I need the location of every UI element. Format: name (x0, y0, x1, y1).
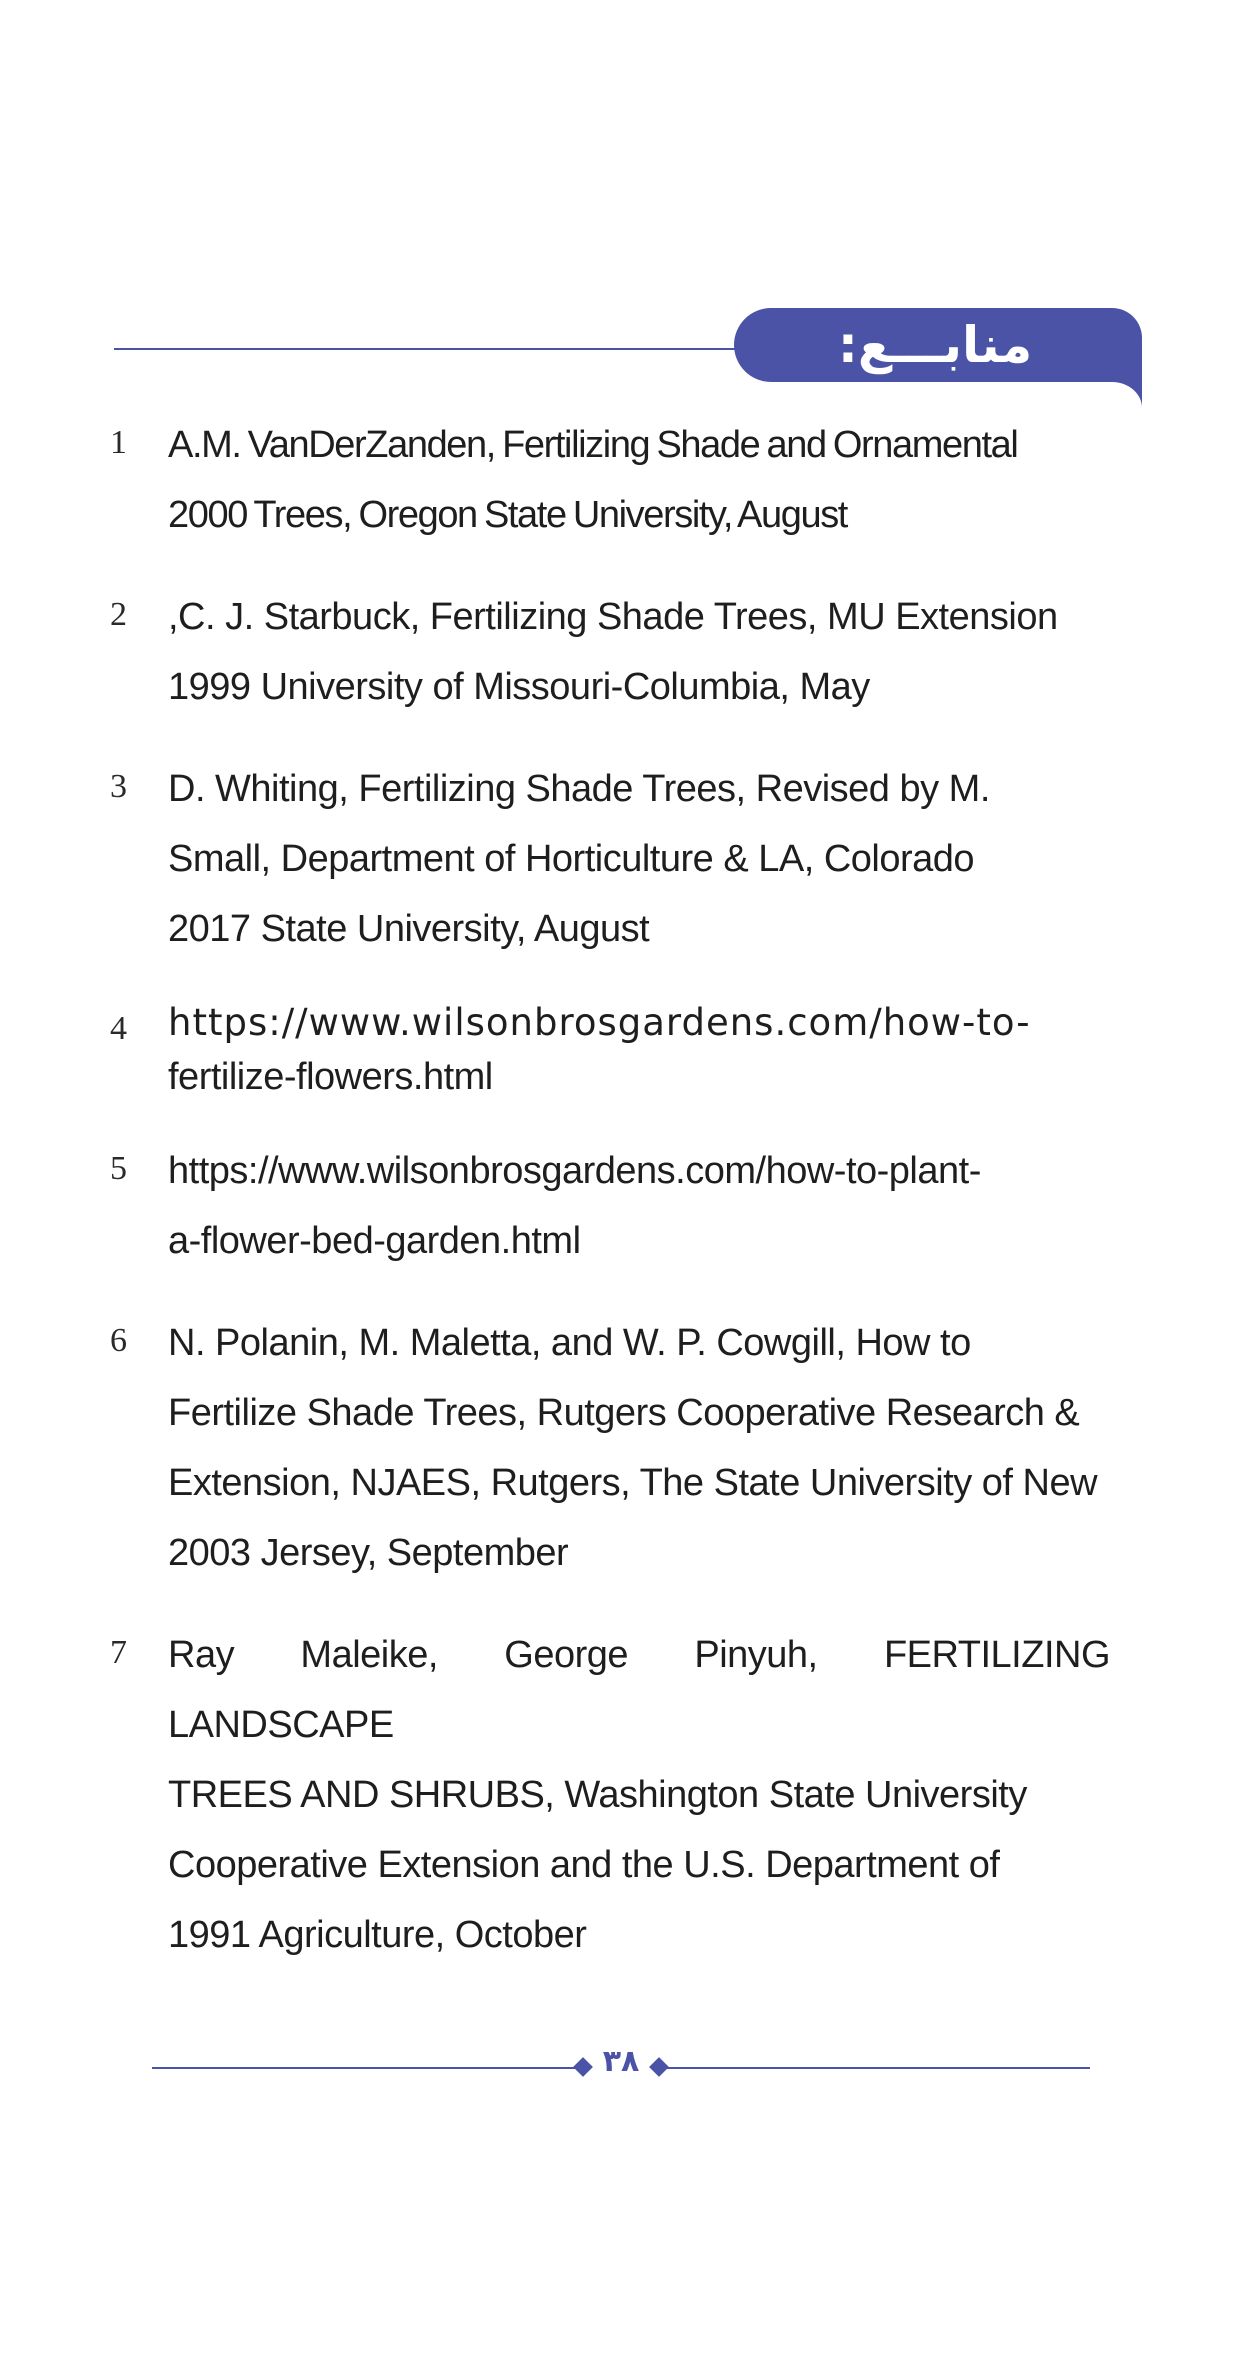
reference-text (168, 754, 1110, 964)
reference-line: 2000 Trees, Oregon State University, August (168, 494, 847, 536)
reference-line: Cooperative Extension and the U.S. Department of (168, 1844, 1000, 1886)
reference-line: TREES AND SHRUBS, Washington State University (168, 1774, 1027, 1816)
reference-item-4 (110, 996, 1110, 1104)
reference-line: Small, Department of Horticulture & LA, Colorado (168, 838, 975, 880)
reference-number: 6 (110, 1322, 127, 1359)
reference-line: 1991 Agriculture, October (168, 1914, 587, 1956)
reference-number: 5 (110, 1150, 127, 1187)
reference-item-6 (110, 1308, 1110, 1588)
reference-link[interactable]: https://www.wilsonbrosgardens.com/how-to-plant- (168, 1150, 981, 1192)
diamond-icon (573, 2057, 593, 2077)
reference-item-3 (110, 754, 1110, 964)
reference-text (168, 1620, 1110, 1970)
reference-line: D. Whiting, Fertilizing Shade Trees, Revised by M. (168, 768, 990, 810)
reference-number: 4 (110, 1010, 127, 1047)
heading-rule (114, 348, 754, 350)
diamond-icon (649, 2057, 669, 2077)
footer-rule-left (152, 2067, 582, 2069)
reference-link[interactable]: https://www.wilsonbrosgardens.com/how-to- (168, 1001, 1031, 1044)
reference-text (168, 1136, 1110, 1276)
reference-line[interactable]: a-flower-bed-garden.html (168, 1220, 581, 1262)
reference-line: 1999 University of Missouri-Columbia, May (168, 666, 870, 708)
reference-line[interactable]: fertilize-flowers.html (168, 1056, 493, 1098)
reference-line: Fertilize Shade Trees, Rutgers Cooperative Research & (168, 1392, 1080, 1434)
reference-line: ,C. J. Starbuck, Fertilizing Shade Trees, MU Extension (168, 596, 1058, 638)
reference-item-1 (110, 410, 1110, 550)
reference-item-5 (110, 1136, 1110, 1276)
reference-line: 2017 State University, August (168, 908, 650, 950)
reference-line: 2003 Jersey, September (168, 1532, 569, 1574)
page-number: ۳۸ (602, 2044, 640, 2079)
reference-text (168, 1308, 1110, 1588)
page-title: منابـــع: (837, 316, 1033, 374)
reference-line: A.M. VanDerZanden, Fertilizing Shade and Ornamental (168, 424, 1018, 466)
reference-text (168, 582, 1110, 722)
reference-number: 1 (110, 424, 127, 461)
reference-list (110, 410, 1110, 2002)
reference-item-7 (110, 1620, 1110, 1970)
reference-line: Ray Maleike, George Pinyuh, FERTILIZING LANDSCAPE (168, 1634, 1110, 1746)
reference-number: 7 (110, 1634, 127, 1671)
reference-item-2 (110, 582, 1110, 722)
reference-text (168, 410, 1110, 550)
reference-number: 3 (110, 768, 127, 805)
reference-text (168, 996, 1110, 1104)
heading-tab-tail (1112, 382, 1142, 408)
reference-line: N. Polanin, M. Maletta, and W. P. Cowgill, How to (168, 1322, 971, 1364)
reference-line: Extension, NJAES, Rutgers, The State University of New (168, 1462, 1098, 1504)
footer-rule-right (662, 2067, 1090, 2069)
reference-number: 2 (110, 596, 127, 633)
